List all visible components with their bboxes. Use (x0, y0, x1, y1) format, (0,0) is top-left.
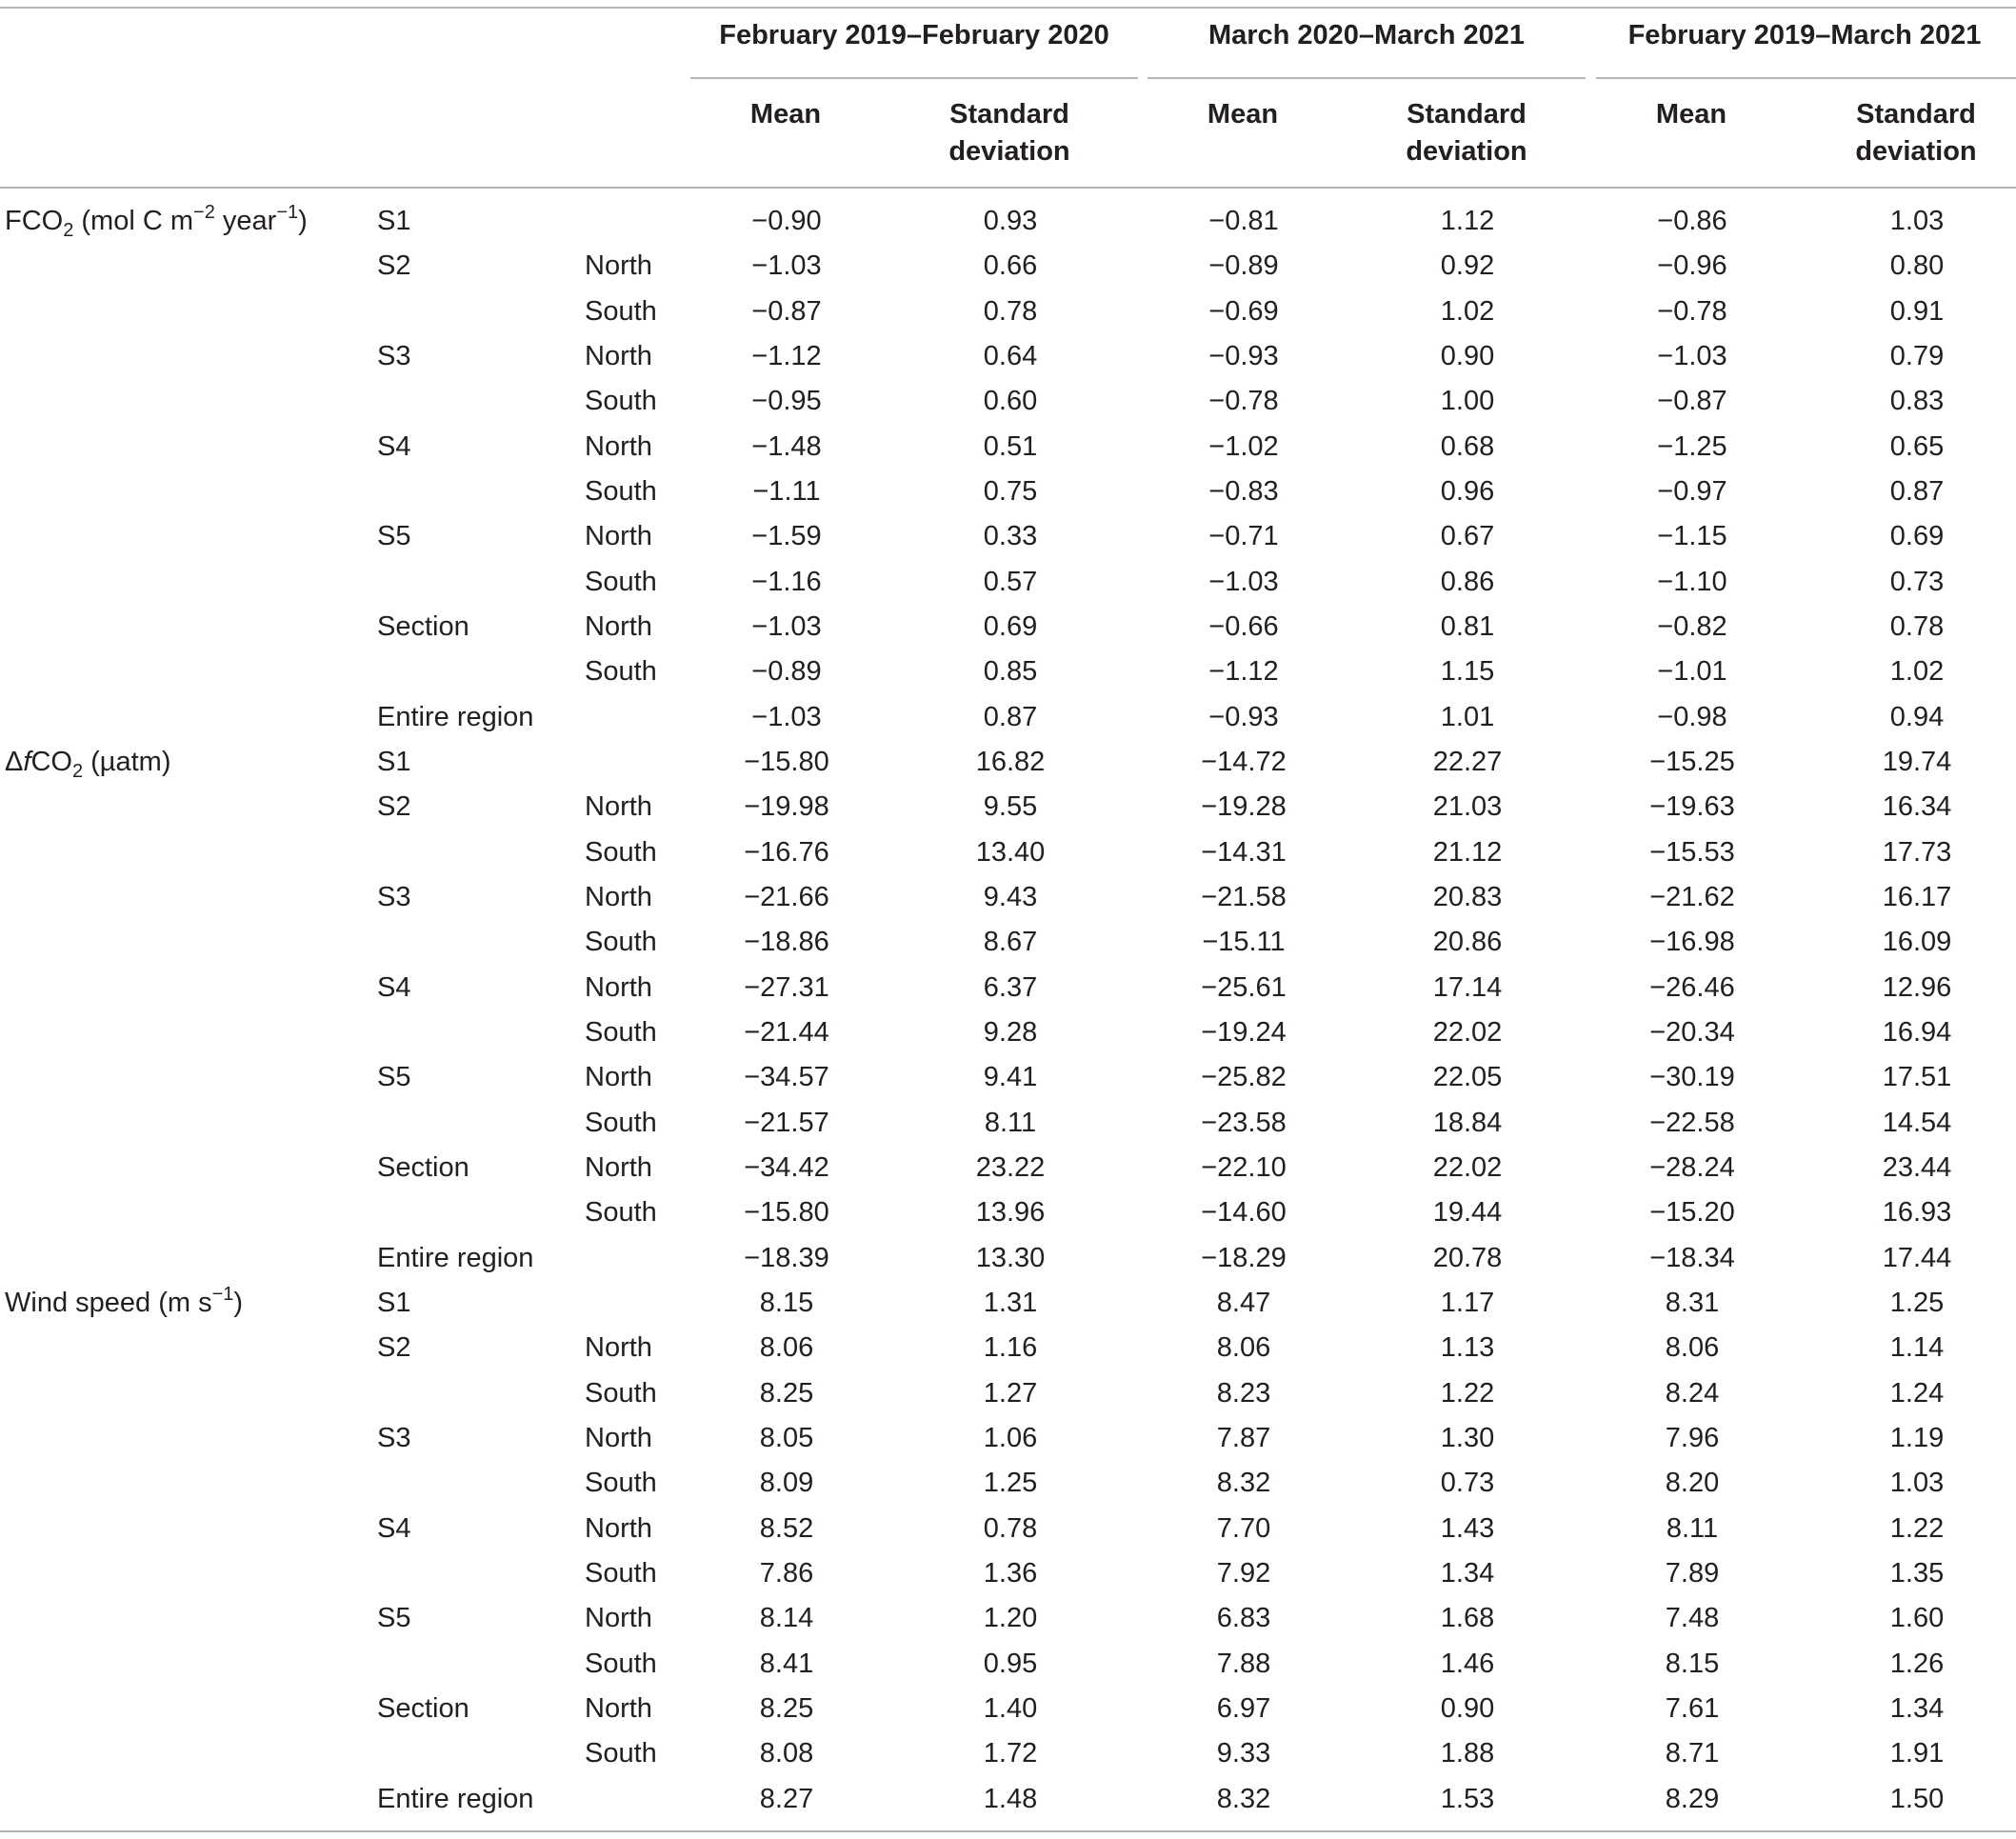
mean-value-cell: −1.03 (751, 611, 822, 642)
sd-value-cell: 1.91 (1889, 1738, 1945, 1769)
mean-value-cell: 8.25 (759, 1378, 814, 1409)
sd-value-cell: 9.41 (983, 1062, 1038, 1092)
mean-value-cell: 9.33 (1216, 1738, 1271, 1769)
sd-value-cell: 0.69 (983, 611, 1038, 642)
mean-value-cell: 8.09 (759, 1468, 814, 1498)
mean-value-cell: −1.03 (1208, 567, 1279, 597)
mean-value-cell: −14.72 (1201, 747, 1287, 777)
header-bottom-rule (0, 187, 2016, 189)
sd-value-cell: 0.96 (1440, 476, 1495, 507)
sd-value-cell: 1.12 (1440, 206, 1495, 236)
sd-value-cell: 16.93 (1882, 1197, 1952, 1228)
sd-value-cell: 1.03 (1889, 1468, 1945, 1498)
sd-value-cell: 0.85 (983, 656, 1038, 687)
sd-header-2: Standard deviation (1406, 99, 1527, 167)
row-site-label: Section (377, 1152, 469, 1183)
table-bottom-rule (0, 1830, 2016, 1832)
mean-value-cell: −21.62 (1649, 882, 1735, 912)
row-site-label: Section (377, 1693, 469, 1724)
sd-value-cell: 0.60 (983, 386, 1038, 416)
row-site-label: S5 (377, 1603, 411, 1633)
sd-value-cell: 16.82 (975, 747, 1046, 777)
sd-value-cell: 1.02 (1440, 296, 1495, 327)
sd-value-cell: 21.03 (1432, 791, 1503, 822)
row-subregion-label: South (585, 1378, 657, 1409)
mean-value-cell: −0.89 (751, 656, 822, 687)
mean-value-cell: 8.15 (1665, 1649, 1720, 1679)
group-underline-1 (690, 77, 1138, 79)
sd-value-cell: 0.93 (983, 206, 1038, 236)
mean-value-cell: −0.82 (1657, 611, 1727, 642)
mean-value-cell: −0.66 (1208, 611, 1279, 642)
sd-value-cell: 1.14 (1889, 1332, 1945, 1363)
row-subregion-label: South (585, 656, 657, 687)
sd-value-cell: 23.44 (1882, 1152, 1952, 1183)
sd-value-cell: 1.27 (983, 1378, 1038, 1409)
row-subregion-label: South (585, 386, 657, 416)
mean-value-cell: −21.44 (744, 1017, 829, 1048)
mean-value-cell: −19.28 (1201, 791, 1287, 822)
sd-value-cell: 1.13 (1440, 1332, 1495, 1363)
sd-value-cell: 8.67 (983, 927, 1038, 957)
mean-value-cell: −0.78 (1657, 296, 1727, 327)
row-site-label: S4 (377, 431, 411, 462)
sd-value-cell: 1.68 (1440, 1603, 1495, 1633)
sd-value-cell: 9.28 (983, 1017, 1038, 1048)
mean-value-cell: 8.52 (759, 1513, 814, 1544)
sd-value-cell: 1.40 (983, 1693, 1038, 1724)
sd-value-cell: 0.66 (983, 250, 1038, 281)
mean-value-cell: 7.92 (1216, 1558, 1271, 1589)
sd-value-cell: 0.95 (983, 1649, 1038, 1679)
mean-value-cell: 8.05 (759, 1423, 814, 1453)
mean-value-cell: 8.71 (1665, 1738, 1720, 1769)
sd-value-cell: 19.74 (1882, 747, 1952, 777)
mean-value-cell: −0.93 (1208, 341, 1279, 371)
sd-value-cell: 19.44 (1432, 1197, 1503, 1228)
sd-value-cell: 17.73 (1882, 837, 1952, 868)
sd-value-cell: 1.17 (1440, 1288, 1495, 1318)
mean-value-cell: −21.57 (744, 1108, 829, 1138)
row-site-label: Entire region (377, 1243, 534, 1273)
row-subregion-label: South (585, 476, 657, 507)
sd-value-cell: 18.84 (1432, 1108, 1503, 1138)
row-subregion-label: South (585, 1468, 657, 1498)
mean-value-cell: −15.80 (744, 747, 829, 777)
mean-value-cell: −19.98 (744, 791, 829, 822)
variable-label-delta-fco2: ΔfCO$_2$ (µatm) (5, 747, 171, 782)
group-underline-2 (1148, 77, 1586, 79)
mean-value-cell: −0.89 (1208, 250, 1279, 281)
sd-value-cell: 16.94 (1882, 1017, 1952, 1048)
sd-value-cell: 17.44 (1882, 1243, 1952, 1273)
mean-value-cell: −1.03 (751, 250, 822, 281)
row-site-label: S3 (377, 341, 411, 371)
sd-value-cell: 0.92 (1440, 250, 1495, 281)
row-site-label: Entire region (377, 1784, 534, 1814)
sd-value-cell: 1.34 (1440, 1558, 1495, 1589)
sd-value-cell: 17.51 (1882, 1062, 1952, 1092)
mean-header-1: Mean (749, 99, 822, 130)
sd-value-cell: 22.05 (1432, 1062, 1503, 1092)
mean-value-cell: −22.10 (1201, 1152, 1287, 1183)
mean-value-cell: 7.48 (1665, 1603, 1720, 1633)
sd-value-cell: 0.73 (1889, 567, 1945, 597)
sd-value-cell: 1.24 (1889, 1378, 1945, 1409)
sd-value-cell: 1.15 (1440, 656, 1495, 687)
row-subregion-label: North (585, 1152, 652, 1183)
sd-value-cell: 1.30 (1440, 1423, 1495, 1453)
sd-value-cell: 0.94 (1889, 702, 1945, 732)
sd-value-cell: 1.26 (1889, 1649, 1945, 1679)
sd-value-cell: 0.69 (1889, 521, 1945, 551)
sd-value-cell: 1.48 (983, 1784, 1038, 1814)
sd-value-cell: 1.02 (1889, 656, 1945, 687)
mean-value-cell: −26.46 (1649, 972, 1735, 1003)
mean-value-cell: −28.24 (1649, 1152, 1735, 1183)
sd-value-cell: 23.22 (975, 1152, 1046, 1183)
sd-value-cell: 1.88 (1440, 1738, 1495, 1769)
sd-value-cell: 14.54 (1882, 1108, 1952, 1138)
row-subregion-label: South (585, 1738, 657, 1769)
row-subregion-label: North (585, 1513, 652, 1544)
sd-value-cell: 1.31 (983, 1288, 1038, 1318)
mean-value-cell: −18.29 (1201, 1243, 1287, 1273)
sd-value-cell: 0.91 (1889, 296, 1945, 327)
mean-value-cell: −0.87 (751, 296, 822, 327)
mean-value-cell: −1.15 (1657, 521, 1727, 551)
sd-value-cell: 1.46 (1440, 1649, 1495, 1679)
sd-value-cell: 0.78 (983, 1513, 1038, 1544)
sd-value-cell: 1.06 (983, 1423, 1038, 1453)
sd-value-cell: 1.60 (1889, 1603, 1945, 1633)
sd-value-cell: 8.11 (984, 1108, 1037, 1138)
mean-value-cell: −0.78 (1208, 386, 1279, 416)
sd-value-cell: 20.83 (1432, 882, 1503, 912)
row-subregion-label: North (585, 1062, 652, 1092)
row-site-label: S1 (377, 206, 411, 236)
sd-value-cell: 16.09 (1882, 927, 1952, 957)
mean-value-cell: 8.24 (1665, 1378, 1720, 1409)
sd-value-cell: 0.75 (983, 476, 1038, 507)
sd-value-cell: 1.20 (983, 1603, 1038, 1633)
sd-value-cell: 0.81 (1440, 611, 1495, 642)
mean-value-cell: −16.76 (744, 837, 829, 868)
sd-value-cell: 0.65 (1889, 431, 1945, 462)
mean-value-cell: −1.03 (1657, 341, 1727, 371)
row-site-label: S2 (377, 250, 411, 281)
mean-value-cell: 7.88 (1216, 1649, 1271, 1679)
sd-value-cell: 0.57 (983, 567, 1038, 597)
row-subregion-label: South (585, 1558, 657, 1589)
sd-value-cell: 0.87 (1889, 476, 1945, 507)
mean-value-cell: −15.20 (1649, 1197, 1735, 1228)
sd-value-cell: 0.83 (1889, 386, 1945, 416)
row-site-label: S2 (377, 1332, 411, 1363)
sd-value-cell: 21.12 (1432, 837, 1503, 868)
group-underline-3 (1596, 77, 2016, 79)
mean-value-cell: 8.41 (759, 1649, 814, 1679)
sd-value-cell: 13.96 (975, 1197, 1046, 1228)
row-subregion-label: North (585, 1693, 652, 1724)
sd-value-cell: 13.40 (975, 837, 1046, 868)
mean-value-cell: 8.06 (1216, 1332, 1271, 1363)
sd-value-cell: 1.72 (983, 1738, 1038, 1769)
sd-value-cell: 22.02 (1432, 1152, 1503, 1183)
mean-value-cell: 8.20 (1665, 1468, 1720, 1498)
sd-value-cell: 0.64 (983, 341, 1038, 371)
mean-value-cell: −0.86 (1657, 206, 1727, 236)
sd-value-cell: 20.86 (1432, 927, 1503, 957)
sd-value-cell: 0.33 (983, 521, 1038, 551)
mean-value-cell: −0.69 (1208, 296, 1279, 327)
mean-value-cell: −1.01 (1657, 656, 1727, 687)
row-site-label: Section (377, 611, 469, 642)
row-subregion-label: North (585, 791, 652, 822)
mean-value-cell: −34.57 (744, 1062, 829, 1092)
mean-value-cell: 8.47 (1216, 1288, 1271, 1318)
sd-value-cell: 9.43 (983, 882, 1038, 912)
row-subregion-label: North (585, 882, 652, 912)
sd-value-cell: 0.67 (1440, 521, 1495, 551)
sd-value-cell: 0.80 (1889, 250, 1945, 281)
table-top-rule (0, 7, 2016, 9)
mean-value-cell: −34.42 (744, 1152, 829, 1183)
mean-value-cell: −22.58 (1649, 1108, 1735, 1138)
sd-value-cell: 1.43 (1440, 1513, 1495, 1544)
sd-value-cell: 1.00 (1440, 386, 1495, 416)
sd-value-cell: 1.36 (983, 1558, 1038, 1589)
mean-value-cell: −25.82 (1201, 1062, 1287, 1092)
row-subregion-label: North (585, 250, 652, 281)
mean-value-cell: −1.12 (1208, 656, 1279, 687)
mean-value-cell: −1.03 (751, 702, 822, 732)
row-subregion-label: North (585, 1423, 652, 1453)
sd-header-3: Standard deviation (1855, 99, 1977, 167)
mean-header-2: Mean (1207, 99, 1279, 130)
sd-value-cell: 22.27 (1432, 747, 1503, 777)
row-subregion-label: North (585, 1332, 652, 1363)
row-subregion-label: South (585, 1197, 657, 1228)
sd-value-cell: 1.22 (1440, 1378, 1495, 1409)
sd-value-cell: 1.16 (983, 1332, 1038, 1363)
mean-value-cell: −30.19 (1649, 1062, 1735, 1092)
mean-value-cell: −1.10 (1657, 567, 1727, 597)
row-subregion-label: North (585, 341, 652, 371)
group-header-3: February 2019–March 2021 (1627, 20, 1982, 50)
mean-value-cell: −0.96 (1657, 250, 1727, 281)
sd-value-cell: 1.34 (1889, 1693, 1945, 1724)
mean-value-cell: −18.39 (744, 1243, 829, 1273)
sd-value-cell: 1.25 (1889, 1288, 1945, 1318)
mean-value-cell: −18.86 (744, 927, 829, 957)
mean-value-cell: −18.34 (1649, 1243, 1735, 1273)
mean-value-cell: 8.23 (1216, 1378, 1271, 1409)
variable-label-fco2: $FCO_2$ (mol C $m^{-2}$ year$^{-1}$) (5, 202, 308, 241)
mean-value-cell: −0.83 (1208, 476, 1279, 507)
mean-value-cell: −16.98 (1649, 927, 1735, 957)
row-subregion-label: South (585, 567, 657, 597)
row-subregion-label: South (585, 1649, 657, 1679)
mean-header-3: Mean (1655, 99, 1727, 130)
mean-value-cell: −1.11 (752, 476, 821, 507)
mean-value-cell: 8.08 (759, 1738, 814, 1769)
sd-header-1: Standard deviation (948, 99, 1070, 167)
mean-value-cell: 7.96 (1665, 1423, 1720, 1453)
mean-value-cell: −0.71 (1208, 521, 1279, 551)
sd-value-cell: 1.35 (1889, 1558, 1945, 1589)
mean-value-cell: −1.12 (751, 341, 822, 371)
sd-value-cell: 9.55 (983, 791, 1038, 822)
sd-value-cell: 16.17 (1882, 882, 1952, 912)
row-site-label: S5 (377, 1062, 411, 1092)
mean-value-cell: 8.06 (1665, 1332, 1720, 1363)
mean-value-cell: 6.97 (1216, 1693, 1271, 1724)
mean-value-cell: −21.66 (744, 882, 829, 912)
sd-value-cell: 1.03 (1889, 206, 1945, 236)
mean-value-cell: 8.32 (1216, 1468, 1271, 1498)
sd-value-cell: 0.68 (1440, 431, 1495, 462)
group-header-2: March 2020–March 2021 (1208, 20, 1526, 50)
sd-value-cell: 1.25 (983, 1468, 1038, 1498)
sd-value-cell: 16.34 (1882, 791, 1952, 822)
mean-value-cell: 8.27 (759, 1784, 814, 1814)
sd-value-cell: 0.90 (1440, 341, 1495, 371)
mean-value-cell: −19.24 (1201, 1017, 1287, 1048)
mean-value-cell: −19.63 (1649, 791, 1735, 822)
row-subregion-label: North (585, 611, 652, 642)
mean-value-cell: −1.59 (751, 521, 822, 551)
mean-value-cell: −1.02 (1208, 431, 1279, 462)
mean-value-cell: 8.11 (1666, 1513, 1719, 1544)
mean-value-cell: −0.87 (1657, 386, 1727, 416)
sd-value-cell: 0.78 (983, 296, 1038, 327)
mean-value-cell: −0.90 (751, 206, 822, 236)
row-site-label: S4 (377, 972, 411, 1003)
row-subregion-label: South (585, 296, 657, 327)
row-subregion-label: North (585, 1603, 652, 1633)
row-site-label: S1 (377, 747, 411, 777)
mean-value-cell: 8.29 (1665, 1784, 1720, 1814)
mean-value-cell: 8.25 (759, 1693, 814, 1724)
mean-value-cell: −21.58 (1201, 882, 1287, 912)
sd-value-cell: 17.14 (1432, 972, 1503, 1003)
mean-value-cell: −15.53 (1649, 837, 1735, 868)
mean-value-cell: −14.31 (1201, 837, 1287, 868)
row-site-label: S2 (377, 791, 411, 822)
mean-value-cell: −20.34 (1649, 1017, 1735, 1048)
sd-value-cell: 20.78 (1432, 1243, 1503, 1273)
sd-value-cell: 0.51 (983, 431, 1038, 462)
mean-value-cell: −0.98 (1657, 702, 1727, 732)
sd-value-cell: 0.78 (1889, 611, 1945, 642)
mean-value-cell: −15.80 (744, 1197, 829, 1228)
row-site-label: S1 (377, 1288, 411, 1318)
sd-value-cell: 12.96 (1882, 972, 1952, 1003)
row-subregion-label: South (585, 837, 657, 868)
mean-value-cell: 6.83 (1216, 1603, 1271, 1633)
mean-value-cell: −0.81 (1208, 206, 1279, 236)
sd-value-cell: 6.37 (983, 972, 1038, 1003)
sd-value-cell: 13.30 (975, 1243, 1046, 1273)
sd-value-cell: 0.87 (983, 702, 1038, 732)
sd-value-cell: 0.73 (1440, 1468, 1495, 1498)
mean-value-cell: 7.86 (759, 1558, 814, 1589)
row-subregion-label: North (585, 972, 652, 1003)
mean-value-cell: 8.32 (1216, 1784, 1271, 1814)
group-header-1: February 2019–February 2020 (719, 20, 1109, 50)
mean-value-cell: −27.31 (744, 972, 829, 1003)
row-subregion-label: North (585, 431, 652, 462)
sd-value-cell: 1.01 (1440, 702, 1495, 732)
sd-value-cell: 1.19 (1889, 1423, 1945, 1453)
row-site-label: Entire region (377, 702, 534, 732)
row-subregion-label: South (585, 1017, 657, 1048)
mean-value-cell: −0.95 (751, 386, 822, 416)
mean-value-cell: −1.16 (751, 567, 822, 597)
sd-value-cell: 1.50 (1889, 1784, 1945, 1814)
mean-value-cell: 7.87 (1216, 1423, 1271, 1453)
row-site-label: S5 (377, 521, 411, 551)
sd-value-cell: 0.86 (1440, 567, 1495, 597)
mean-value-cell: −15.25 (1649, 747, 1735, 777)
row-site-label: S4 (377, 1513, 411, 1544)
mean-value-cell: −23.58 (1201, 1108, 1287, 1138)
mean-value-cell: 7.89 (1665, 1558, 1720, 1589)
mean-value-cell: 8.31 (1665, 1288, 1720, 1318)
mean-value-cell: −0.97 (1657, 476, 1727, 507)
mean-value-cell: 8.14 (759, 1603, 814, 1633)
mean-value-cell: −14.60 (1201, 1197, 1287, 1228)
row-site-label: S3 (377, 882, 411, 912)
row-subregion-label: South (585, 1108, 657, 1138)
mean-value-cell: 7.61 (1665, 1693, 1720, 1724)
mean-value-cell: −25.61 (1201, 972, 1287, 1003)
sd-value-cell: 0.90 (1440, 1693, 1495, 1724)
sd-value-cell: 1.22 (1889, 1513, 1945, 1544)
mean-value-cell: 8.06 (759, 1332, 814, 1363)
mean-value-cell: −0.93 (1208, 702, 1279, 732)
row-subregion-label: North (585, 521, 652, 551)
sd-value-cell: 22.02 (1432, 1017, 1503, 1048)
row-site-label: S3 (377, 1423, 411, 1453)
mean-value-cell: −1.25 (1657, 431, 1727, 462)
mean-value-cell: 8.15 (759, 1288, 814, 1318)
sd-value-cell: 0.79 (1889, 341, 1945, 371)
mean-value-cell: 7.70 (1216, 1513, 1271, 1544)
mean-value-cell: −15.11 (1202, 927, 1286, 957)
mean-value-cell: −1.48 (751, 431, 822, 462)
row-subregion-label: South (585, 927, 657, 957)
sd-value-cell: 1.53 (1440, 1784, 1495, 1814)
variable-label-wind-speed: Wind speed (m $s^{-1}$) (5, 1284, 244, 1318)
